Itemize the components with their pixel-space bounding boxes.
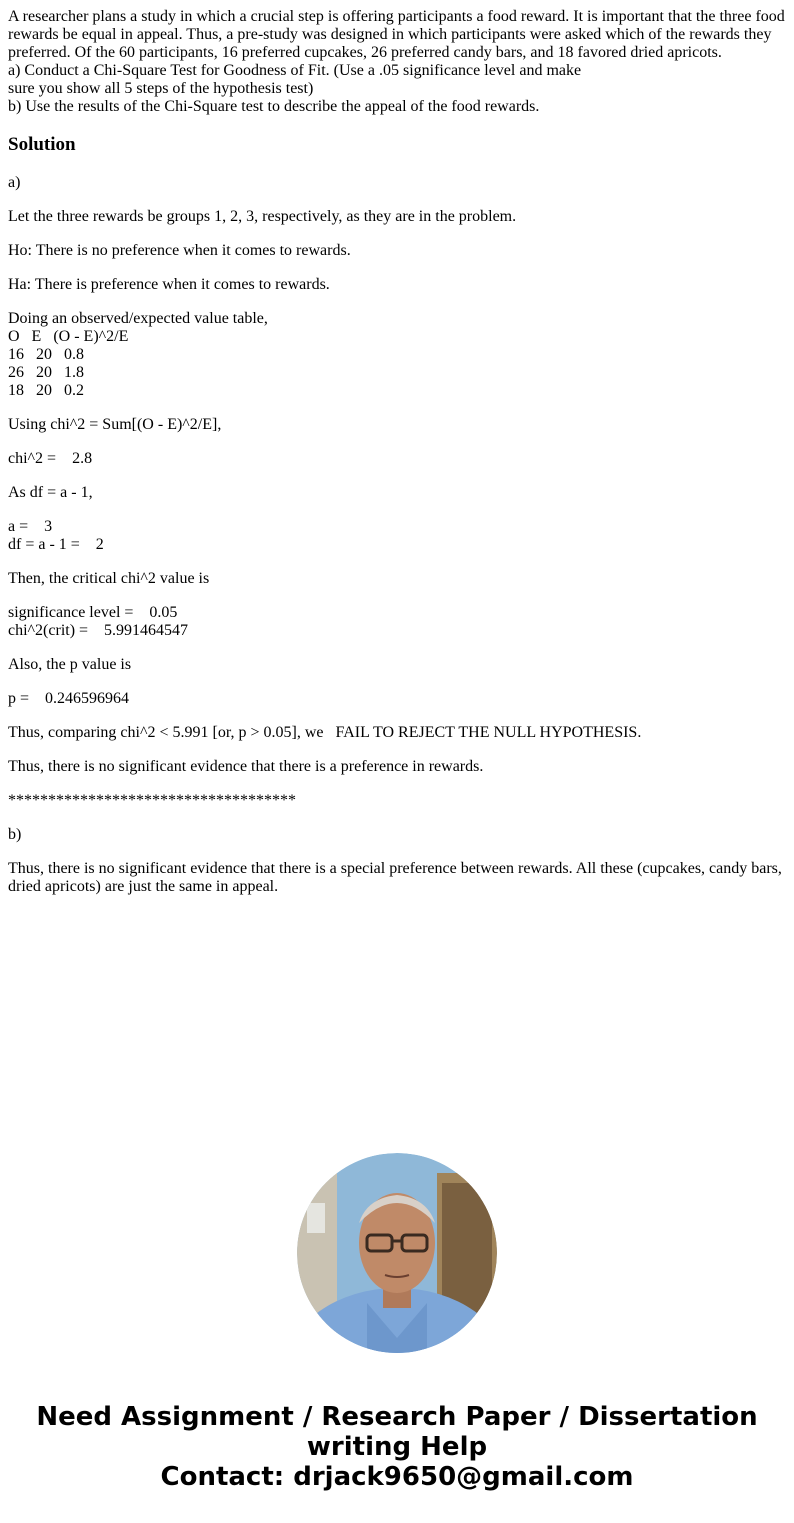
- separator: ************************************: [8, 792, 296, 809]
- formula-line: Using chi^2 = Sum[(O - E)^2/E],: [8, 416, 222, 433]
- part-b-label: b): [8, 826, 22, 843]
- question-part-a-cont: sure you show all 5 steps of the hypothesis test): [8, 80, 314, 97]
- p-value: p = 0.246596964: [8, 690, 130, 707]
- chi2-value: chi^2 = 2.8: [8, 450, 93, 467]
- comparison-line: Thus, comparing chi^2 < 5.991 [or, p > 0.05], we FAIL TO REJECT THE NULL HYPOTHESIS.: [8, 724, 642, 741]
- promo-banner: [0, 1402, 794, 1492]
- table-row: 16 20 0.8: [8, 346, 84, 363]
- banner-line-2: writing Help: [306, 1432, 488, 1462]
- question-text: A researcher plans a study in which a crucial step is offering participants a food reward. It is important that the three food rewards be equal in appeal. Thus, a pre-study was designed in which participants were asked which of the rewards they preferred. Of the 60 participants, 16 preferred cupcakes, 26 preferred candy bars, and 18 favored dried apricots.: [8, 8, 785, 61]
- author-avatar: [297, 1153, 497, 1353]
- table-header: O E (O - E)^2/E: [8, 328, 129, 345]
- observed-expected-table: [8, 310, 788, 400]
- a-value: a = 3: [8, 518, 53, 535]
- table-row: 26 20 1.8: [8, 364, 84, 381]
- df-intro: As df = a - 1,: [8, 484, 93, 501]
- question-block: [8, 8, 788, 116]
- critical-value: chi^2(crit) = 5.991464547: [8, 622, 189, 639]
- groups-line: Let the three rewards be groups 1, 2, 3, respectively, as they are in the problem.: [8, 208, 517, 225]
- solution-heading: Solution: [8, 134, 76, 155]
- author-photo: [297, 1153, 497, 1353]
- conclusion-a: Thus, there is no significant evidence that there is a preference in rewards.: [8, 758, 484, 775]
- table-row: 18 20 0.2: [8, 382, 84, 399]
- question-part-a: a) Conduct a Chi-Square Test for Goodness of Fit. (Use a .05 significance level and make: [8, 62, 582, 79]
- alt-hypothesis: Ha: There is preference when it comes to rewards.: [8, 276, 330, 293]
- significance-level: significance level = 0.05: [8, 604, 178, 621]
- banner-contact: Contact: drjack9650@gmail.com: [160, 1462, 634, 1492]
- p-intro: Also, the p value is: [8, 656, 132, 673]
- critical-intro: Then, the critical chi^2 value is: [8, 570, 210, 587]
- df-value: df = a - 1 = 2: [8, 536, 104, 553]
- part-a-label: a): [8, 174, 21, 191]
- conclusion-b: Thus, there is no significant evidence that there is a special preference between rewards. All these (cupcakes, candy bars, dried apricots) are just the same in appeal.: [8, 860, 786, 895]
- document-content: [8, 8, 788, 912]
- question-part-b: b) Use the results of the Chi-Square test to describe the appeal of the food rewards.: [8, 98, 540, 115]
- table-intro: Doing an observed/expected value table,: [8, 310, 268, 327]
- null-hypothesis: Ho: There is no preference when it comes to rewards.: [8, 242, 351, 259]
- banner-line-1: Need Assignment / Research Paper / Dissertation: [36, 1402, 758, 1432]
